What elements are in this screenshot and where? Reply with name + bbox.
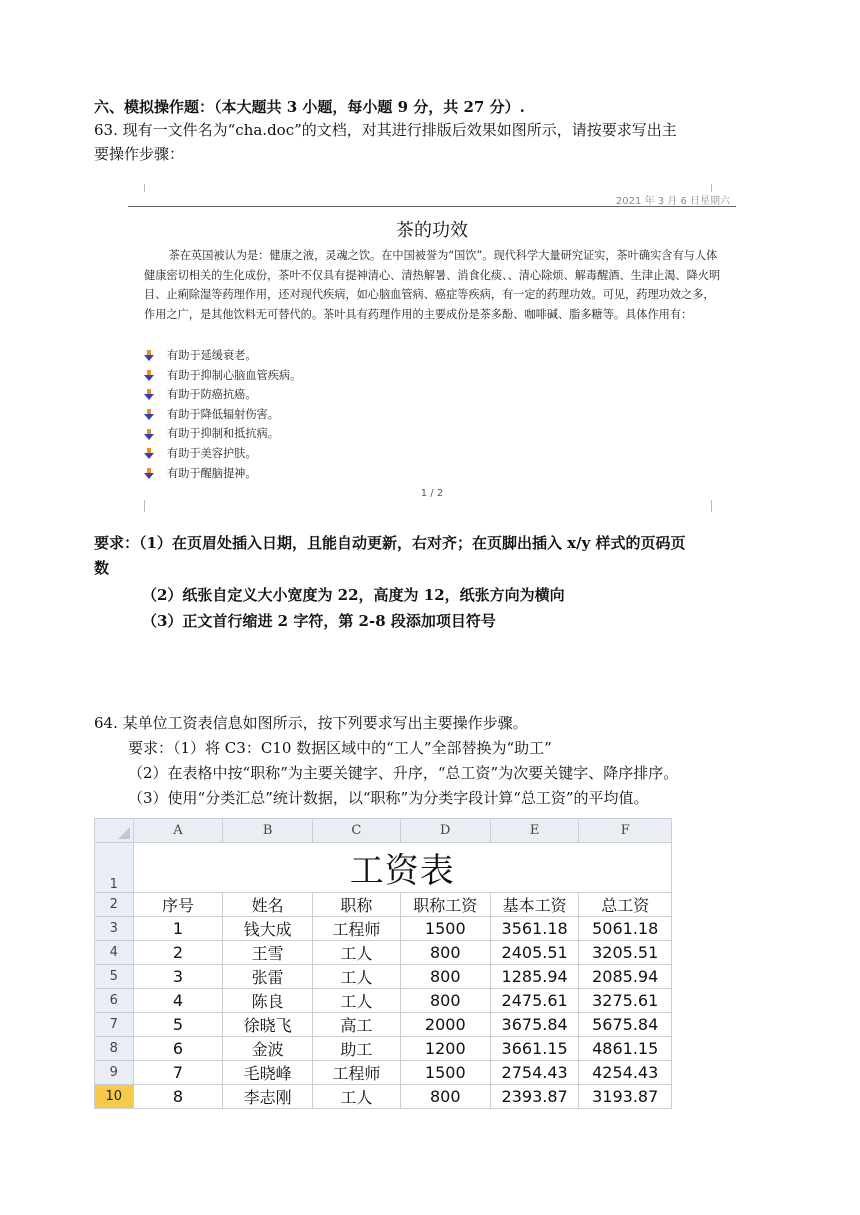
q63-text-line1: 63. 现有一文件名为“cha.doc”的文档，对其进行排版后效果如图所示，请按要求写出主 [94,121,677,139]
data-cell[interactable]: 工人 [312,941,400,965]
salary-spreadsheet [94,818,672,1109]
doc-header-date: 2021 年 3 月 6 日星期六 [615,196,730,207]
bullet-arrow-icon [144,370,155,381]
data-cell[interactable]: 3661.15 [490,1037,579,1061]
row-header[interactable]: 7 [95,1013,134,1037]
column-header[interactable]: D [400,819,490,843]
data-cell[interactable]: 助工 [312,1037,400,1061]
data-cell[interactable]: 5061.18 [579,917,672,941]
column-header[interactable]: C [312,819,400,843]
data-cell[interactable]: 2754.43 [490,1061,579,1085]
bullet-arrow-icon [144,429,155,440]
row-header[interactable]: 5 [95,965,134,989]
q63-requirement-1: 要求：（1）在页眉处插入日期，且能自动更新，右对齐；在页脚出插入 x/y 样式的页码页 [94,534,686,552]
column-header[interactable]: A [133,819,223,843]
data-cell[interactable]: 2475.61 [490,989,579,1013]
data-cell[interactable]: 800 [400,965,490,989]
doc-body [144,246,724,324]
column-header[interactable]: F [579,819,672,843]
bullet-arrow-icon [144,389,155,400]
data-cell[interactable]: 3561.18 [490,917,579,941]
data-cell[interactable]: 金波 [223,1037,313,1061]
data-cell[interactable]: 王雪 [223,941,313,965]
column-header[interactable]: B [223,819,313,843]
data-cell[interactable]: 工人 [312,965,400,989]
doc-page-number: 1 / 2 [420,488,444,499]
sheet-title-cell[interactable]: 工资表 [133,843,671,893]
header-cell[interactable]: 职称工资 [400,893,490,917]
bullet-arrow-icon [144,468,155,479]
q64-requirement-3: （3）使用“分类汇总”统计数据，以“职称”为分类字段计算“总工资”的平均值。 [128,789,649,807]
doc-header-rule [128,206,736,207]
header-cell[interactable]: 姓名 [223,893,313,917]
bullet-text: 有助于防癌抗癌。 [167,388,257,402]
data-cell[interactable]: 3675.84 [490,1013,579,1037]
data-cell[interactable]: 800 [400,941,490,965]
row-header[interactable]: 2 [95,893,134,917]
bullet-item [144,346,301,366]
header-cell[interactable]: 基本工资 [490,893,579,917]
data-cell[interactable]: 1 [133,917,223,941]
data-cell[interactable]: 4861.15 [579,1037,672,1061]
bullet-item [144,405,301,425]
data-cell[interactable]: 3205.51 [579,941,672,965]
word-document-screenshot [128,182,736,514]
doc-paragraph: 茶在英国被认为是：健康之液，灵魂之饮。在中国被誉为“国饮”。现代科学大量研究证实，茶叶确实含有与人体健康密切相关的生化成份，茶叶不仅具有提神清心、清热解暑、消食化痰、、清心除烦、解毒醒酒、生津止渴、降火明目、止痢除湿等药理作用，还对现代疾病，如心脑血管病、癌症等疾病，有一定的药理功效。可见，药理功效之多，作用之广，是其他饮料无可替代的。茶叶具有药理作用的主要成份是茶多酚、咖啡碱、脂多糖等。具体作用有： [144,249,721,321]
q63-requirement-1-cont: 数 [94,559,110,577]
data-cell[interactable]: 6 [133,1037,223,1061]
row-header-selected[interactable]: 10 [95,1085,134,1109]
row-header[interactable]: 6 [95,989,134,1013]
bullet-text: 有助于降低辐射伤害。 [167,407,279,421]
data-cell[interactable]: 2393.87 [490,1085,579,1109]
q64-requirement-2: （2）在表格中按“职称”为主要关键字、升序，“总工资”为次要关键字、降序排序。 [128,764,679,782]
data-cell[interactable]: 高工 [312,1013,400,1037]
data-cell[interactable]: 5675.84 [579,1013,672,1037]
bullet-text: 有助于抑制和抵抗病。 [167,427,279,441]
q64-text-line1: 64. 某单位工资表信息如图所示，按下列要求写出主要操作步骤。 [94,714,528,732]
data-cell[interactable]: 1200 [400,1037,490,1061]
bullet-item [144,464,301,484]
bullet-arrow-icon [144,350,155,361]
header-cell[interactable]: 总工资 [579,893,672,917]
data-cell[interactable]: 工程师 [312,917,400,941]
q63-text-line2: 要操作步骤： [94,145,185,163]
column-header[interactable]: E [490,819,579,843]
select-all-corner[interactable] [95,819,134,843]
bullet-item [144,366,301,386]
data-cell[interactable]: 3 [133,965,223,989]
header-cell[interactable]: 职称 [312,893,400,917]
data-cell[interactable]: 陈良 [223,989,313,1013]
row-header[interactable]: 8 [95,1037,134,1061]
data-cell[interactable]: 4254.43 [579,1061,672,1085]
data-cell[interactable]: 工人 [312,989,400,1013]
bullet-arrow-icon [144,409,155,420]
section-heading: 六、模拟操作题：（本大题共 3 小题，每小题 9 分，共 27 分）. [94,98,525,116]
bullet-item [144,424,301,444]
data-cell[interactable]: 工人 [312,1085,400,1109]
data-cell[interactable]: 1285.94 [490,965,579,989]
data-cell[interactable]: 3275.61 [579,989,672,1013]
data-cell[interactable]: 4 [133,989,223,1013]
doc-title: 茶的功效 [396,220,468,241]
data-cell[interactable]: 钱大成 [223,917,313,941]
data-cell[interactable]: 800 [400,1085,490,1109]
bullet-text: 有助于醒脑提神。 [167,466,257,480]
data-cell[interactable]: 7 [133,1061,223,1085]
data-cell[interactable]: 3193.87 [579,1085,672,1109]
row-header[interactable]: 1 [95,843,134,893]
q64-requirement-1: 要求：（1）将 C3：C10 数据区域中的“工人”全部替换为“助工” [128,739,552,757]
q63-requirement-3: （3）正文首行缩进 2 字符，第 2-8 段添加项目符号 [142,612,496,630]
row-header[interactable]: 3 [95,917,134,941]
bullet-text: 有助于延缓衰老。 [167,349,257,362]
bullet-item [144,444,301,464]
data-cell[interactable]: 李志刚 [223,1085,313,1109]
data-cell[interactable]: 2000 [400,1013,490,1037]
q63-requirement-2: （2）纸张自定义大小宽度为 22，高度为 12，纸张方向为横向 [142,586,565,604]
doc-bullet-list [144,346,301,483]
data-cell[interactable]: 工程师 [312,1061,400,1085]
data-cell[interactable]: 毛晓峰 [223,1061,313,1085]
data-cell[interactable]: 1500 [400,1061,490,1085]
data-cell[interactable]: 8 [133,1085,223,1109]
data-cell[interactable]: 5 [133,1013,223,1037]
row-header[interactable]: 9 [95,1061,134,1085]
bullet-text: 有助于美容护肤。 [167,446,257,460]
data-cell[interactable]: 800 [400,989,490,1013]
bullet-arrow-icon [144,448,155,459]
data-cell[interactable]: 2085.94 [579,965,672,989]
data-cell[interactable]: 1500 [400,917,490,941]
bullet-text: 有助于抑制心脑血管疾病。 [167,368,302,382]
data-cell[interactable]: 2 [133,941,223,965]
data-cell[interactable]: 张雷 [223,965,313,989]
data-cell[interactable]: 徐晓飞 [223,1013,313,1037]
bullet-item [144,385,301,405]
header-cell[interactable]: 序号 [133,893,223,917]
row-header[interactable]: 4 [95,941,134,965]
data-cell[interactable]: 2405.51 [490,941,579,965]
